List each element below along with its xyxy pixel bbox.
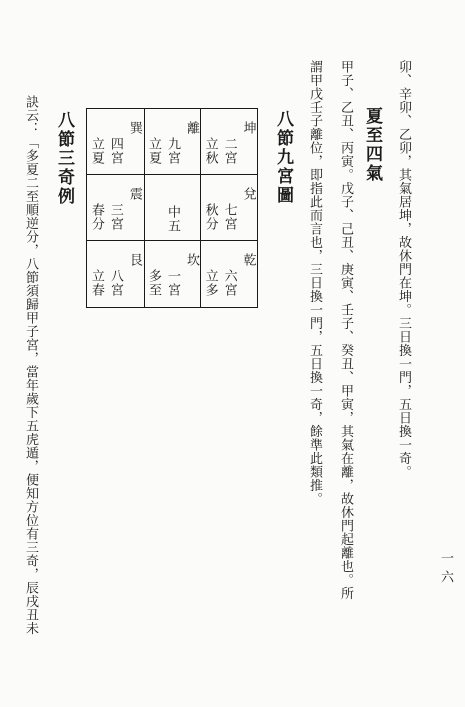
page-number: 一六 [438,551,453,589]
text-column-2: 甲子、乙丑、丙寅。戊子、己丑、庚寅、壬子、癸丑、甲寅，其氣在離，故休門起離也。所 [338,60,353,600]
palace-name: 巽 [126,121,142,135]
palace-number: 七宮 [221,203,237,231]
text-column-1: 卯、辛卯、乙卯，其氣居坤，故休門在坤。三日換一門，五日換一奇。 [396,60,411,479]
palace-name: 震 [126,187,142,201]
palace-number: 中五 [164,205,180,233]
solar-term: 立秋 [202,137,218,165]
palace-cell-gen [87,241,144,307]
palace-name: 艮 [126,253,142,267]
palace-name: 離 [183,121,199,135]
palace-cell-zhen [87,175,144,241]
text-column-3: 謂甲戊壬子離位，即指此而言也，三日換一門，五日換一奇，餘準此類推。 [307,60,322,506]
palace-name: 坎 [183,253,199,267]
solar-term: 立夏 [88,137,104,165]
palace-number: 八宮 [107,269,123,297]
text-column-4: 訣云：「多夏二至順逆分，八節須歸甲子宮，當年歲下五虎遁，便知方位有三奇，辰戌丑未 [23,95,38,635]
palace-number: 四宮 [107,137,123,165]
palace-cell-kun [200,109,257,175]
solar-term: 立夏 [145,137,161,165]
palace-number: 三宮 [107,203,123,231]
palace-cell-qian [200,241,257,307]
palace-cell-dui [200,175,257,241]
heading-three-wonders: 八節三奇例 [54,111,74,206]
palace-cell-kan [144,241,201,307]
solar-term: 多至 [145,269,161,297]
palace-name: 兌 [240,187,256,201]
palace-cell-xun [87,109,144,175]
heading-summer-solstice: 夏至四氣 [362,107,382,183]
palace-number: 六宮 [221,269,237,297]
palace-cell-li [144,109,201,175]
palace-name: 坤 [240,121,256,135]
palace-number: 九宮 [164,137,180,165]
palace-number: 二宮 [221,137,237,165]
nine-palace-table [86,108,258,308]
heading-nine-palace-chart: 八節九宮圖 [273,110,293,205]
solar-term: 春分 [88,203,104,231]
palace-name: 乾 [240,253,256,267]
solar-term: 立春 [88,269,104,297]
solar-term: 立多 [202,269,218,297]
palace-cell-center [144,175,201,241]
solar-term: 秋分 [202,203,218,231]
palace-number: 一宮 [164,269,180,297]
